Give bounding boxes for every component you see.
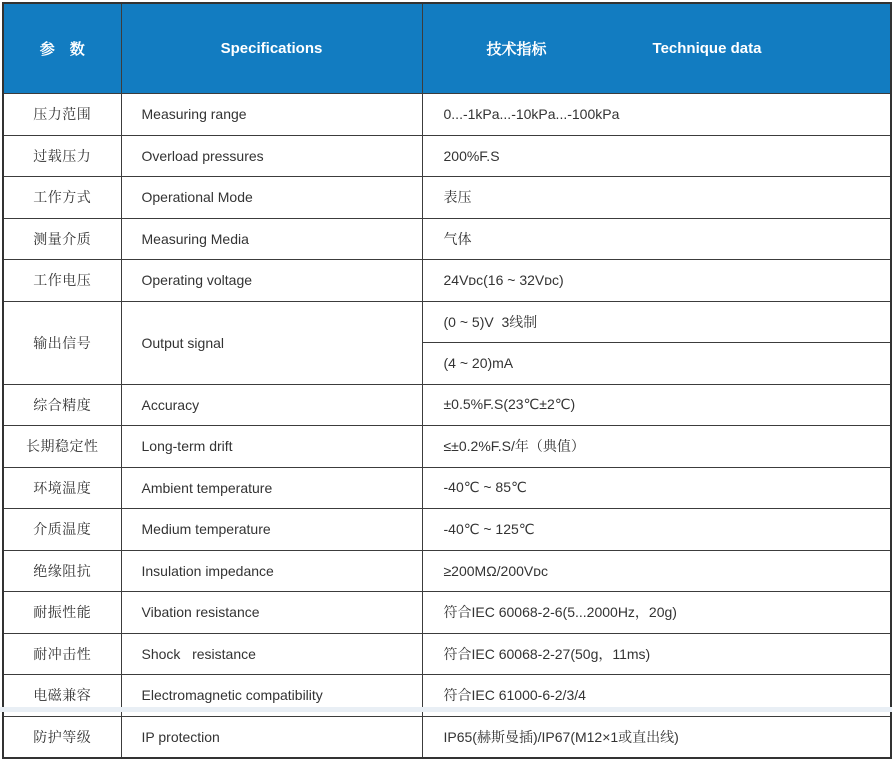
spec-name-en: Electromagnetic compatibility <box>121 675 422 717</box>
table-row <box>3 135 891 177</box>
table-row <box>3 94 891 136</box>
param-name-cn: 测量介质 <box>3 218 121 260</box>
param-name-cn: 电磁兼容 <box>3 675 121 717</box>
param-name-cn: 耐振性能 <box>3 592 121 634</box>
table-row <box>3 177 891 219</box>
spec-value: 200%F.S <box>422 135 891 177</box>
spec-value: 0...-1kPa...-10kPa...-100kPa <box>422 94 891 136</box>
spec-name-en: Medium temperature <box>121 509 422 551</box>
param-name-cn: 工作方式 <box>3 177 121 219</box>
table-row <box>3 467 891 509</box>
spec-name-en: Overload pressures <box>121 135 422 177</box>
param-name-cn: 耐冲击性 <box>3 633 121 675</box>
spec-name-en: Shock resistance <box>121 633 422 675</box>
spec-value: -40℃ ~ 125℃ <box>422 509 891 551</box>
spec-value: (0 ~ 5)V 3线制 <box>422 301 891 343</box>
spec-value: 符合IEC 61000-6-2/3/4 <box>422 675 891 717</box>
param-name-cn: 压力范围 <box>3 94 121 136</box>
spec-name-en: Measuring range <box>121 94 422 136</box>
spec-value: 符合IEC 60068-2-27(50g，11ms) <box>422 633 891 675</box>
header-technique-cn: 技术指标 <box>486 41 547 58</box>
spec-value: IP65(赫斯曼插)/IP67(M12×1或直出线) <box>422 716 891 758</box>
spec-name-en: Long-term drift <box>121 426 422 468</box>
spec-name-en: IP protection <box>121 716 422 758</box>
spec-value: 表压 <box>422 177 891 219</box>
table-row <box>3 633 891 675</box>
table-header-row <box>3 3 891 94</box>
spec-name-en: Operating voltage <box>121 260 422 302</box>
table-row <box>3 550 891 592</box>
param-name-cn: 介质温度 <box>3 509 121 551</box>
spec-name-en: Output signal <box>121 301 422 384</box>
header-param: 参 数 <box>3 3 121 94</box>
param-name-cn: 工作电压 <box>3 260 121 302</box>
param-name-cn: 输出信号 <box>3 301 121 384</box>
spec-value: -40℃ ~ 85℃ <box>422 467 891 509</box>
spec-value: (4 ~ 20)mA <box>422 343 891 385</box>
table-row <box>3 384 891 426</box>
table-row <box>3 218 891 260</box>
spec-name-en: Measuring Media <box>121 218 422 260</box>
spec-value: ≥200MΩ/200Vᴅᴄ <box>422 550 891 592</box>
spec-value: ±0.5%F.S(23℃±2℃) <box>422 384 891 426</box>
spec-value: 气体 <box>422 218 891 260</box>
header-technique <box>422 3 891 94</box>
table-row <box>3 301 891 343</box>
spec-name-en: Insulation impedance <box>121 550 422 592</box>
param-name-cn: 综合精度 <box>3 384 121 426</box>
param-name-cn: 绝缘阻抗 <box>3 550 121 592</box>
header-technique-en: Technique data <box>652 40 762 57</box>
param-name-cn: 环境温度 <box>3 467 121 509</box>
spec-name-en: Vibation resistance <box>121 592 422 634</box>
spec-value: ≤±0.2%F.S/年（典值） <box>422 426 891 468</box>
specifications-table <box>2 2 892 759</box>
table-row <box>3 716 891 758</box>
spec-name-en: Accuracy <box>121 384 422 426</box>
param-name-cn: 过载压力 <box>3 135 121 177</box>
spec-value: 24Vᴅᴄ(16 ~ 32Vᴅᴄ) <box>422 260 891 302</box>
spec-value: 符合IEC 60068-2-6(5...2000Hz，20g) <box>422 592 891 634</box>
table-row <box>3 509 891 551</box>
table-row <box>3 260 891 302</box>
header-specifications: Specifications <box>121 3 422 94</box>
spec-name-en: Ambient temperature <box>121 467 422 509</box>
bottom-margin-strip <box>0 707 892 712</box>
param-name-cn: 长期稳定性 <box>3 426 121 468</box>
table-row <box>3 426 891 468</box>
param-name-cn: 防护等级 <box>3 716 121 758</box>
table-row <box>3 592 891 634</box>
spec-name-en: Operational Mode <box>121 177 422 219</box>
